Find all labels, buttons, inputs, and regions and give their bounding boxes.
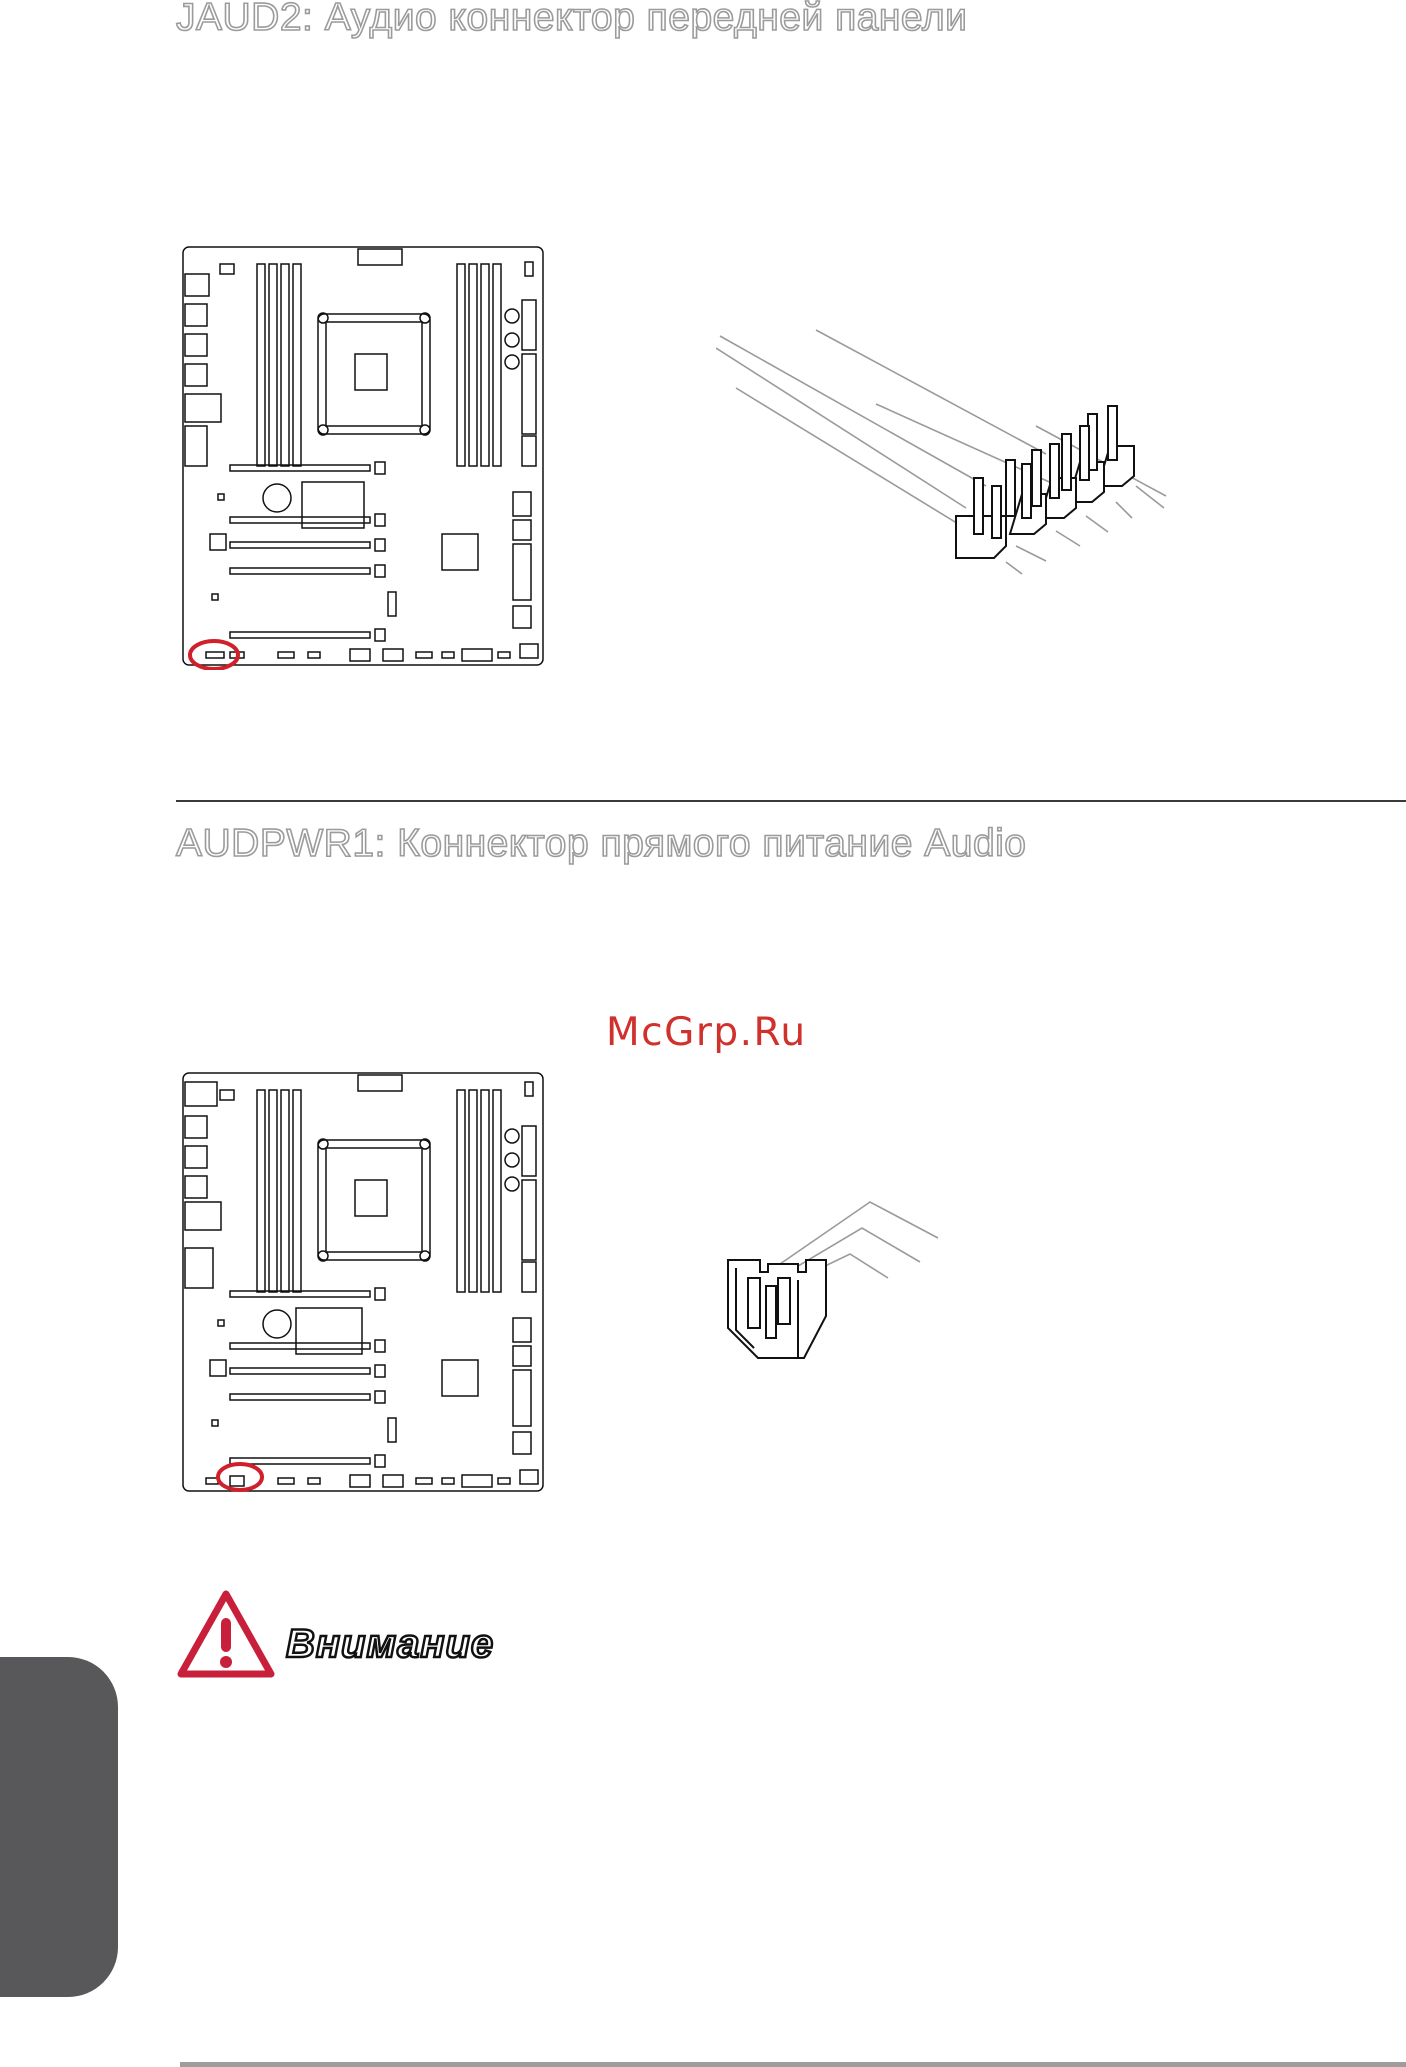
warning-triangle-icon	[176, 1588, 276, 1680]
section-title-jaud2: JAUD2: Аудио коннектор передней панели	[176, 0, 968, 39]
watermark-text: McGrp.Ru	[606, 1010, 807, 1055]
footer-rule	[180, 2062, 1406, 2067]
section-title-audpwr1: AUDPWR1: Коннектор прямого питание Audio	[176, 822, 1027, 865]
side-language-tab	[0, 1657, 118, 1997]
section-divider	[176, 800, 1406, 802]
warning-label: Внимание	[286, 1622, 495, 1666]
motherboard-diagram-audpwr1	[180, 1070, 546, 1496]
jaud2-pin-header-diagram	[716, 326, 1176, 586]
audpwr1-connector-diagram	[720, 1196, 970, 1370]
motherboard-diagram-jaud2	[180, 244, 546, 670]
